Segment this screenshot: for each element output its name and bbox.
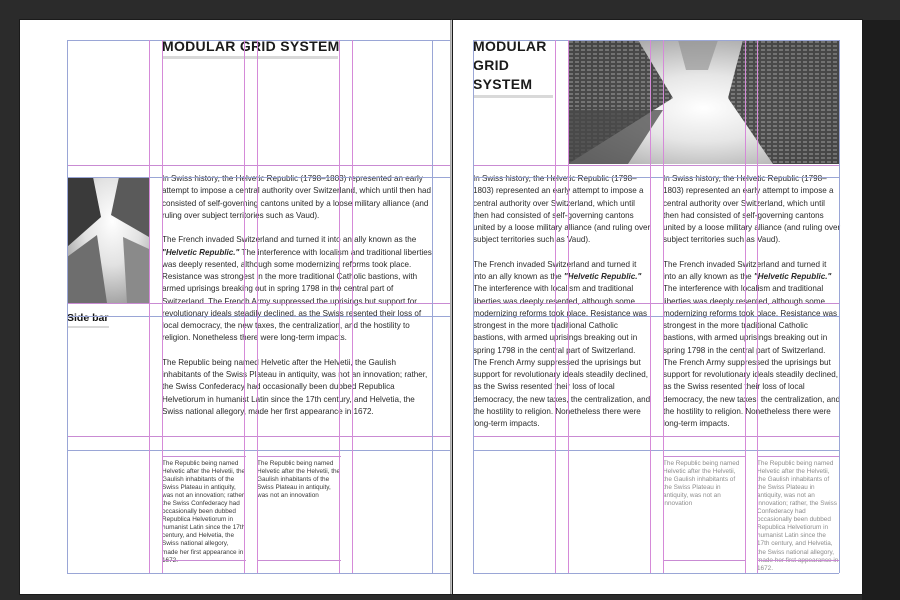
skyscraper-photo-small	[67, 177, 149, 303]
sidebar-underline	[67, 326, 109, 328]
margin-guide-bottom	[67, 573, 450, 574]
title-underline	[162, 56, 338, 59]
body-paragraph: In Swiss history, the Helvetic Republic (1798–1803) represented an early attempt to impose a central authority over Switzerland, which until then had consisted of self-governing cantons united by a loose military alliance (and ruling over subject territories such as Vaud).	[473, 174, 651, 245]
body-paragraph: In Swiss history, the Helvetic Republic (1798–1803) represented an early attempt to impose a central authority over Switzerland, which until then had consisted of self-governing cantons united by a loose military alliance (and ruling over subject territories such as Vaud).	[162, 174, 432, 220]
grid-row-guide	[67, 436, 450, 437]
right-page[interactable]	[453, 20, 862, 594]
body-paragraph	[663, 259, 841, 431]
caption-frame	[663, 560, 745, 561]
emphasis-text: "Helvetic Republic."	[162, 247, 240, 257]
left-page[interactable]	[20, 20, 450, 594]
skyscraper-photo-large	[568, 40, 839, 164]
caption-frame	[162, 456, 246, 457]
paragraph-text: The interference with localism and traditional liberties was deeply resented, although some modernizing reforms took place. Resistance was strongest in the more traditional Catholic bastions, with armed uprisings breaking out in spring 1798 in the central part of Switzerland. The French Army suppressed the uprisings but support for revolutionary ideals steadily declined, as the Swiss resented their loss of local democracy, the new taxes, the centralization, and the hostility to religion. Nonetheless there were long-term impacts.	[162, 247, 432, 343]
paragraph-text: The French invaded Switzerland and turned it into an ally known as the	[162, 235, 417, 245]
caption-box-1: The Republic being named Helvetic after the Helvetii, the Gaulish inhabitants of the Swiss Plateau in antiquity, was not an innovation	[663, 460, 740, 508]
paragraph-text: The French invaded Switzerland and turned it into an ally known as the	[663, 259, 827, 281]
caption-box-2: The Republic being named Helvetic after the Helvetii, the Gaulish inhabitants of the Swiss Plateau in antiquity, was not an innovation; rather, the Swiss Confederacy had occasionally been dubbed Republica Helvetiorum in humanist Latin since the 17th century, and Helvetia, the Swiss national allegory, made her first appearance in 1672.	[757, 460, 839, 572]
grid-row-guide	[67, 450, 450, 451]
page-title: MODULAR GRID SYSTEM	[162, 38, 340, 54]
page-title: MODULAR GRID SYSTEM	[473, 38, 547, 92]
emphasis-text: "Helvetic Republic."	[753, 272, 832, 281]
main-text-column	[162, 173, 437, 430]
body-paragraph	[473, 259, 651, 431]
paragraph-text: The French invaded Switzerland and turned it into an ally known as the	[473, 259, 637, 281]
body-paragraph	[162, 234, 437, 344]
paragraph-text: The interference with localism and traditional liberties was deeply resented, although some modernizing reforms took place. Resistance was strongest in the more traditional Catholic bastions, with armed uprisings breaking out in spring 1798 in the central part of Switzerland. The French Army suppressed the uprisings but support for revolutionary ideals steadily declined, as the Swiss resented their loss of local democracy, the new taxes, the centralization, and the hostility to religion. Nonetheless there were long-term impacts.	[663, 284, 841, 428]
caption-frame	[257, 456, 341, 457]
workspace-edge	[862, 20, 900, 600]
text-column-1	[473, 173, 651, 443]
caption-frame	[663, 456, 745, 457]
column-guide	[149, 40, 150, 573]
caption-frame	[257, 560, 341, 561]
margin-guide-bottom	[473, 573, 839, 574]
sidebar-label: Side bar	[67, 312, 109, 324]
paragraph-text: The interference with localism and traditional liberties was deeply resented, although some modernizing reforms took place. Resistance was strongest in the more traditional Catholic bastions, with armed uprisings breaking out in spring 1798 in the central part of Switzerland. The French Army suppressed the uprisings but support for revolutionary ideals steadily declined, as the Swiss resented their loss of local democracy, the new taxes, the centralization, and the hostility to religion. Nonetheless there were long-term impacts.	[473, 284, 651, 428]
margin-guide-left	[67, 40, 68, 573]
emphasis-text: "Helvetic Republic."	[563, 272, 642, 281]
body-paragraph: In Swiss history, the Helvetic Republic (1798–1803) represented an early attempt to impose a central authority over Switzerland, which until then had consisted of self-governing cantons united by a loose military alliance (and ruling over subject territories such as Vaud).	[663, 174, 841, 245]
grid-row-guide	[67, 165, 450, 166]
caption-box-1: The Republic being named Helvetic after the Helvetii, the Gaulish inhabitants of the Swiss Plateau in antiquity, was not an innovation; rather, the Swiss Confederacy had occasionally been dubbed Republica Helvetiorum in humanist Latin since the 17th century, and Helvetia, the Swiss national allegory, made her first appearance in 1672.	[162, 460, 246, 564]
caption-box-2: The Republic being named Helvetic after the Helvetii, the Gaulish inhabitants of the Swiss Plateau in antiquity, was not an innovation	[257, 460, 341, 500]
body-paragraph: The Republic being named Helvetic after the Helvetii, the Gaulish inhabitants of the Swiss Plateau in antiquity, was not an innovation; rather, the Swiss Confederacy had occasionally been dubbed Republica Helvetiorum in humanist Latin since the 17th century, and Helvetia, the Swiss national allegory, made her first appearance in 1672.	[162, 357, 428, 416]
caption-frame	[757, 456, 839, 457]
text-column-2	[663, 173, 841, 443]
grid-row-guide	[473, 450, 839, 451]
grid-row-guide	[473, 165, 839, 166]
title-underline	[473, 95, 553, 98]
